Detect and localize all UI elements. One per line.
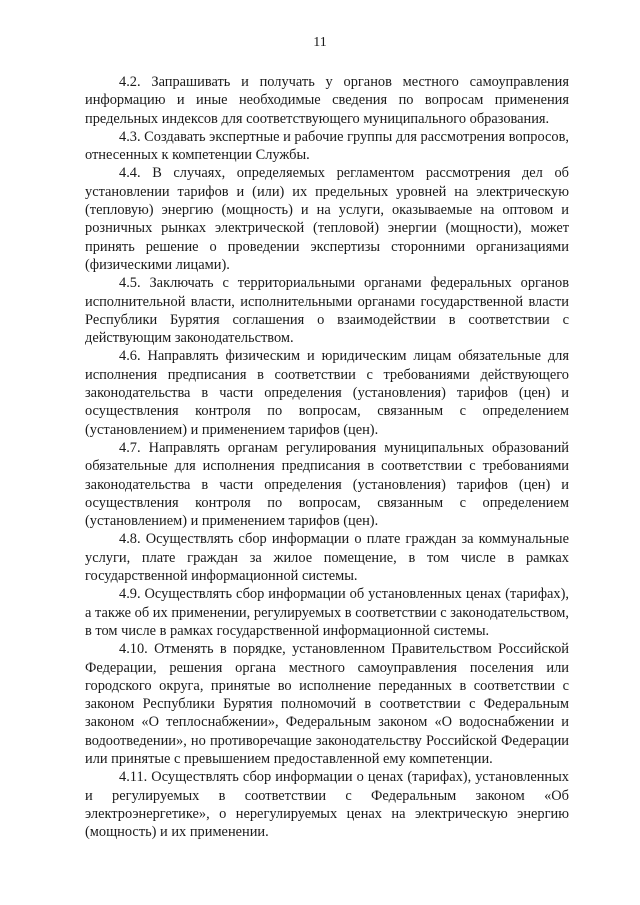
paragraph-4-7: 4.7. Направлять органам регулирования муниципальных образований обязательные для исполнения предписания в соответствии с требованиями законодательства в части определения (установления) тарифов (цен) и осуществления контроля по вопросам, связанным с определением (установлением) и применением тарифов (цен). — [85, 439, 569, 530]
paragraph-4-10: 4.10. Отменять в порядке, установленном Правительством Российской Федерации, решения органа местного самоуправления поселения или городского округа, принятые во исполнение переданных в соответствии с законом Республики Бурятия полномочий в соответствии с Федеральным законом «О теплоснабжении», Федеральным законом «О водоснабжении и водоотведении», но противоречащие законодательству Российской Федерации или принятые с превышением предоставленной ему компетенции. — [85, 641, 569, 767]
paragraph-4-4: 4.4. В случаях, определяемых регламентом рассмотрения дел об установлении тарифов и (или) их предельных уровней на электрическую (тепловую) энергию (мощность) и на услуги, оказываемые на оптовом и розничных рынках электрической (тепловой) энергии (мощности), может принять решение о проведении экспертизы сторонними организациями (физическими лицами). — [85, 165, 569, 273]
paragraph-4-9: 4.9. Осуществлять сбор информации об установленных ценах (тарифах), а также об их применении, регулируемых в соответствии с законодательством, в том числе в рамках государственной информационной системы. — [85, 586, 569, 639]
paragraph-4-5: 4.5. Заключать с территориальными органами федеральных органов исполнительной власти, исполнительными органами государственной власти Республики Бурятия соглашения о взаимодействии в соответствии с действующим законодательством. — [85, 275, 569, 347]
paragraph-4-2: 4.2. Запрашивать и получать у органов местного самоуправления информацию и иные необходимые сведения по вопросам применения предельных индексов для соответствующего муниципального образования. — [85, 74, 569, 127]
paragraph-4-8: 4.8. Осуществлять сбор информации о плате граждан за коммунальные услуги, плате граждан за жилое помещение, в том числе в рамках государственной информационной системы. — [85, 531, 569, 585]
paragraph-4-3: 4.3. Создавать экспертные и рабочие группы для рассмотрения вопросов, отнесенных к компетенции Службы. — [85, 128, 570, 164]
document-body — [85, 73, 569, 841]
paragraph-4-11: 4.11. Осуществлять сбор информации о ценах (тарифах), установленных и регулируемых в соответствии с Федеральным законом «Об электроэнергетике», о нерегулируемых ценах на электрическую энергию (мощность) и их применении. — [85, 769, 569, 841]
page-number: 11 — [313, 35, 327, 50]
paragraph-4-6: 4.6. Направлять физическим и юридическим лицам обязательные для исполнения предписания в соответствии с требованиями действующего законодательства в части определения (установления) тарифов (цен) и осуществления контроля по вопросам, связанным с определением (установлением) и применением тарифов (цен). — [85, 348, 569, 438]
